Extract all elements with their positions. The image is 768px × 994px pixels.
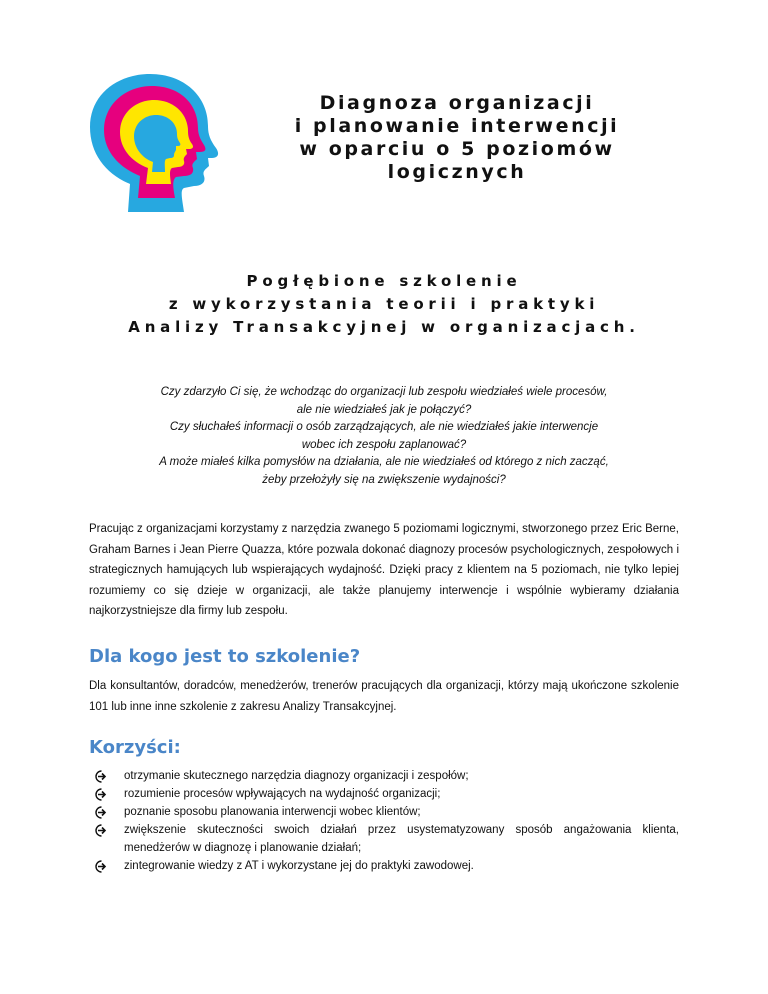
title-line: i planowanie interwencji xyxy=(294,115,620,137)
benefit-text: zwiększenie skuteczności swoich działań przez usystematyzowany sposób angażowania klienta, menedżerów w diagnozę i planowanie działań; xyxy=(124,824,679,854)
list-item xyxy=(95,785,679,803)
list-item xyxy=(95,803,679,821)
circled-arrow-right-icon xyxy=(95,785,124,803)
benefit-text: poznanie sposobu planowania interwencji wobec klientów; xyxy=(124,806,421,818)
title-line: w oparciu o 5 poziomów xyxy=(299,138,615,160)
subtitle-line: Analizy Transakcyjnej w organizacjach. xyxy=(128,318,640,336)
benefits-heading: Korzyści: xyxy=(89,737,181,758)
document-title xyxy=(262,92,652,184)
benefit-text: rozumienie procesów wpływających na wydajność organizacji; xyxy=(124,788,441,800)
list-item xyxy=(95,821,679,857)
circled-arrow-right-icon xyxy=(95,803,124,821)
head-profile-logo xyxy=(88,72,223,212)
question-line: wobec ich zespołu zaplanować? xyxy=(301,438,467,451)
circled-arrow-right-icon xyxy=(95,767,124,785)
intro-questions xyxy=(100,384,668,490)
subtitle-line: z wykorzystania teorii i praktyki xyxy=(168,295,600,313)
audience-paragraph: Dla konsultantów, doradców, menedżerów, trenerów pracujących dla organizacji, którzy mają ukończone szkolenie 101 lub inne inne szkolenie z zakresu Analizy Transakcyjnej. xyxy=(89,680,679,713)
benefit-text: zintegrowanie wiedzy z AT i wykorzystane jej do praktyki zawodowej. xyxy=(124,860,474,872)
question-line: Czy zdarzyło Ci się, że wchodząc do organizacji lub zespołu wiedziałeś wiele procesów, xyxy=(160,386,608,398)
circled-arrow-right-icon xyxy=(95,857,124,875)
benefit-text: otrzymanie skutecznego narzędzia diagnozy organizacji i zespołów; xyxy=(124,770,469,782)
question-line: ale nie wiedziałeś jak je połączyć? xyxy=(296,403,472,416)
title-line: Diagnoza organizacji xyxy=(319,92,595,114)
document-subtitle xyxy=(90,270,678,339)
title-line: logicznych xyxy=(387,161,527,183)
question-line: Czy słuchałeś informacji o osób zarządzających, ale nie wiedziałeś jakie interwencje xyxy=(169,421,599,434)
benefits-list xyxy=(95,767,679,875)
intro-paragraph: Pracując z organizacjami korzystamy z narzędzia zwanego 5 poziomami logicznymi, stworzonego przez Eric Berne, Graham Barnes i Jean Pierre Quazza, które pozwala dokonać diagnozy procesów psychologicznych, zespołowych i strategicznych hamujących lub wspierających wydajność. Dzięki pracy z klientem na 5 poziomach, nie tylko lepiej rozumiemy co się dzieje w organizacji, ale także planujemy interwencje i wspólnie wybieramy działania najkorzystniejsze dla firmy lub zespołu. xyxy=(89,523,679,618)
question-line: A może miałeś kilka pomysłów na działania, ale nie wiedziałeś od którego z nich zacząć, xyxy=(159,456,609,469)
list-item xyxy=(95,857,679,875)
list-item xyxy=(95,767,679,785)
circled-arrow-right-icon xyxy=(95,821,124,857)
question-line: żeby przełożyły się na zwiększenie wydajności? xyxy=(262,473,506,486)
subtitle-line: Pogłębione szkolenie xyxy=(246,272,522,290)
audience-heading: Dla kogo jest to szkolenie? xyxy=(89,646,361,667)
